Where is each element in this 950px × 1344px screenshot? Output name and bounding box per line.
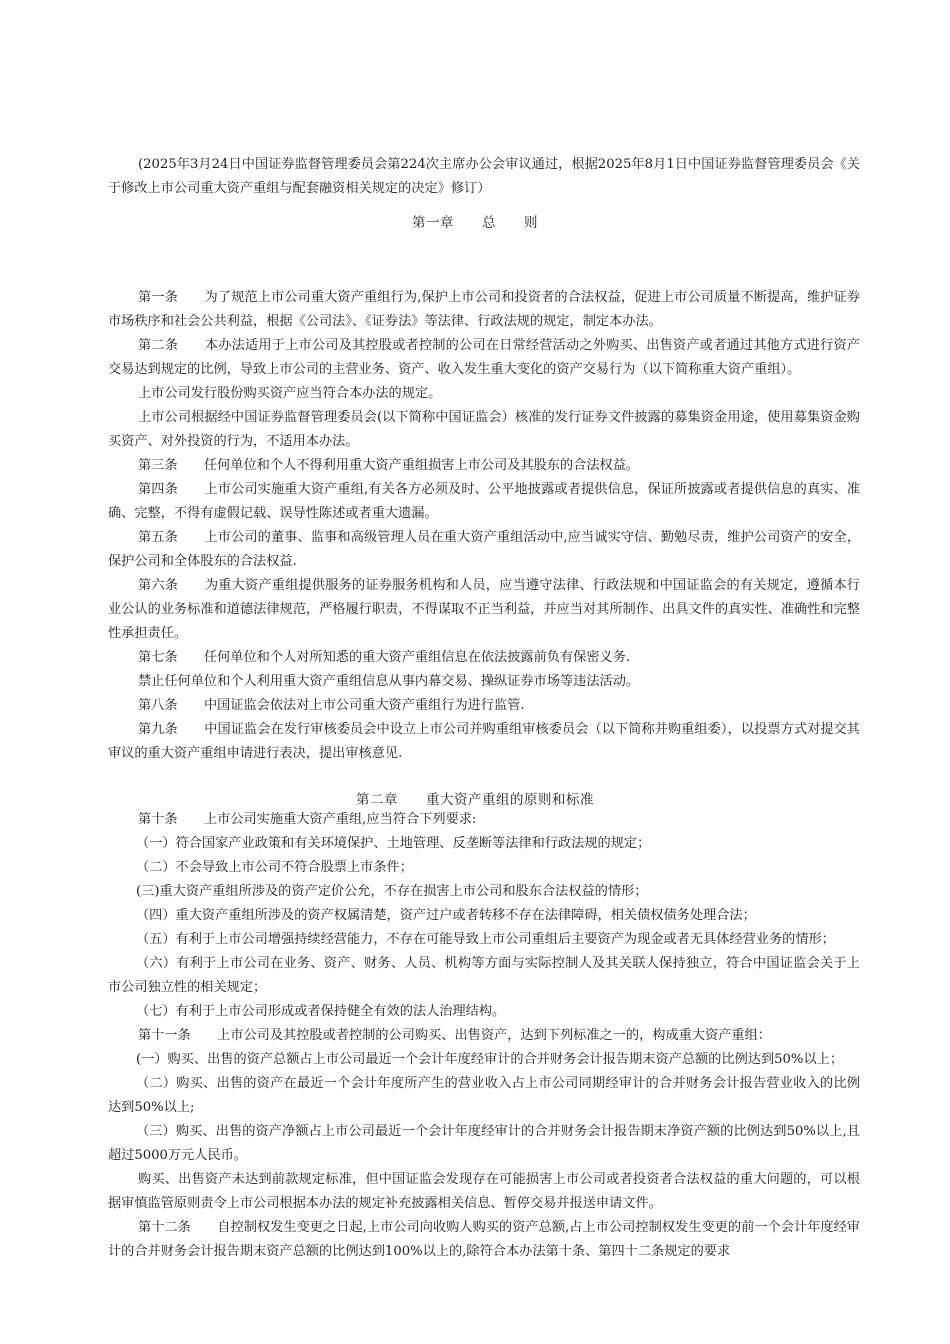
paragraph-text: 任何单位和个人不得利用重大资产重组损害上市公司及其股东的合法权益。 [203,458,640,473]
article-number: 第一条 [138,290,178,305]
chapter-2-title: 第二章 重大资产重组的原则和标准 [356,792,594,808]
paragraph-text: 上市公司根据经中国证券监督管理委员会(以下简称中国证监会）核准的发行证券文件披露的募集资金用途，使用募集资金购买资产、对外投资的行为，不适用本办法。 [108,410,860,449]
article-number: 第十一条 [138,1028,191,1043]
paragraph-text: 中国证监会在发行审核委员会中设立上市公司并购重组审核委员会（以下简称并购重组委），以投票方式对提交其审议的重大资产重组申请进行表决，提出审核意见. [108,722,860,761]
article-number: 第七条 [138,650,178,665]
article-number: 第三条 [138,458,178,473]
paragraph-text: 购买、出售资产未达到前款规定标准，但中国证监会发现存在可能损害上市公司或者投资者合法权益的重大问题的，可以根据审慎监管原则责令上市公司根据本办法的规定补充披露相关信息、暂停交易并报送申请文件。 [108,1172,860,1211]
paragraph-text: （一）符合国家产业政策和有关环境保护、土地管理、反垄断等法律和行政法规的规定； [136,836,651,851]
article-paragraph [108,286,860,334]
article-paragraph [108,334,860,382]
paragraph-text: 本办法适用于上市公司及其控股或者控制的公司在日常经营活动之外购买、出售资产或者通过其他方式进行资产交易达到规定的比例，导致上市公司的主营业务、资产、收入发生重大变化的资产交易行为（以下简称重大资产重组）。 [108,338,861,377]
paragraph-text: (三)重大资产重组所涉及的资产定价公允，不存在损害上市公司和股东合法权益的情形； [136,884,648,899]
list-item [108,880,860,904]
chapter-1-title: 第一章 总 则 [412,215,538,231]
article-paragraph [108,454,860,478]
list-item [108,904,860,928]
list-item [108,1000,860,1024]
paragraph-text: （五）有利于上市公司增强持续经营能力，不存在可能导致上市公司重组后主要资产为现金或者无具体经营业务的情形； [136,932,835,947]
article-paragraph [108,478,860,526]
list-item [108,1072,860,1120]
article-number: 第四条 [138,482,178,497]
paragraph-text: 上市公司及其控股或者控制的公司购买、出售资产，达到下列标准之一的，构成重大资产重组： [217,1028,771,1043]
list-item [108,832,860,856]
article-paragraph [108,808,860,832]
chapter-1-body [108,286,860,766]
article-number: 第八条 [138,698,178,713]
paragraph-text: 上市公司实施重大资产重组,应当符合下列要求: [203,812,477,827]
paragraph [108,670,860,694]
paragraph [108,406,860,454]
paragraph-text: 自控制权发生变更之日起,上市公司向收购人购买的资产总额,占上市公司控制权发生变更的前一个会计年度经审计的合并财务会计报告期末资产总额的比例达到100%以上的,除符合本办法第十条、第四十二条规定的要求 [108,1220,860,1259]
article-paragraph [108,1024,860,1048]
article-number: 第五条 [138,530,178,545]
paragraph-text: 中国证监会依法对上市公司重大资产重组行为进行监管. [203,698,525,713]
paragraph-text: 上市公司发行股份购买资产应当符合本办法的规定。 [138,386,442,401]
article-paragraph [108,574,860,646]
article-number: 第九条 [138,722,178,737]
paragraph [108,382,860,406]
article-paragraph [108,526,860,574]
paragraph-text: 禁止任何单位和个人利用重大资产重组信息从事内幕交易、操纵证券市场等违法活动。 [138,674,640,689]
paragraph-text: （七）有利于上市公司形成或者保持健全有效的法人治理结构。 [136,1004,506,1019]
paragraph-text: 为重大资产重组提供服务的证券服务机构和人员，应当遵守法律、行政法规和中国证监会的有关规定，遵循本行业公认的业务标准和道德法律规范，严格履行职责，不得谋取不正当利益，并应当对其所制作、出具文件的真实性、准确性和完整性承担责任。 [108,578,861,641]
article-number: 第六条 [138,578,179,593]
article-number: 第十二条 [138,1220,191,1235]
paragraph-text: 为了规范上市公司重大资产重组行为,保护上市公司和投资者的合法权益，促进上市公司质量不断提高，维护证券市场秩序和社会公共利益，根据《公司法》、《证券法》等法律、行政法规的规定，制定本办法。 [108,290,861,329]
paragraph-text: 任何单位和个人对所知悉的重大资产重组信息在依法披露前负有保密义务. [203,650,631,665]
article-paragraph [108,646,860,670]
list-item [108,952,860,1000]
paragraph-text: 上市公司的董事、监事和高级管理人员在重大资产重组活动中,应当诚实守信、勤勉尽责，维护公司资产的安全，保护公司和全体股东的合法权益. [108,530,861,569]
article-paragraph [108,1216,860,1264]
paragraph-text: 上市公司实施重大资产重组,有关各方必须及时、公平地披露或者提供信息，保证所披露或者提供信息的真实、准确、完整，不得有虚假记载、误导性陈述或者重大遗漏。 [108,482,861,521]
paragraph-text: （四）重大资产重组所涉及的资产权属清楚，资产过户或者转移不存在法律障碍，相关债权债务处理合法； [136,908,756,923]
list-item [108,1120,860,1168]
revision-note: (2025年3月24日中国证券监督管理委员会第224次主席办公会审议通过，根据2025年8月1日中国证券监督管理委员会《关于修改上市公司重大资产重组与配套融资相关规定的决定》修订） [108,157,860,197]
list-item [108,856,860,880]
paragraph-text: （二）不会导致上市公司不符合股票上市条件； [136,860,413,875]
paragraph-text: （二）购买、出售的资产在最近一个会计年度所产生的营业收入占上市公司同期经审计的合并财务会计报告营业收入的比例达到50%以上; [108,1076,860,1115]
paragraph-text: (一）购买、出售的资产总额占上市公司最近一个会计年度经审计的合并财务会计报告期末资产总额的比例达到50%以上； [136,1052,844,1067]
chapter-2-body [108,808,860,1264]
paragraph [108,1168,860,1216]
article-paragraph [108,718,860,766]
paragraph-text: （三）购买、出售的资产净额占上市公司最近一个会计年度经审计的合并财务会计报告期末净资产额的比例达到50%以上,且超过5000万元人民币。 [108,1124,860,1163]
article-number: 第十条 [138,812,178,827]
list-item [108,928,860,952]
paragraph-text: （六）有利于上市公司在业务、资产、财务、人员、机构等方面与实际控制人及其关联人保持独立，符合中国证监会关于上市公司独立性的相关规定； [108,956,860,995]
article-number: 第二条 [138,338,179,353]
list-item [108,1048,860,1072]
article-paragraph [108,694,860,718]
